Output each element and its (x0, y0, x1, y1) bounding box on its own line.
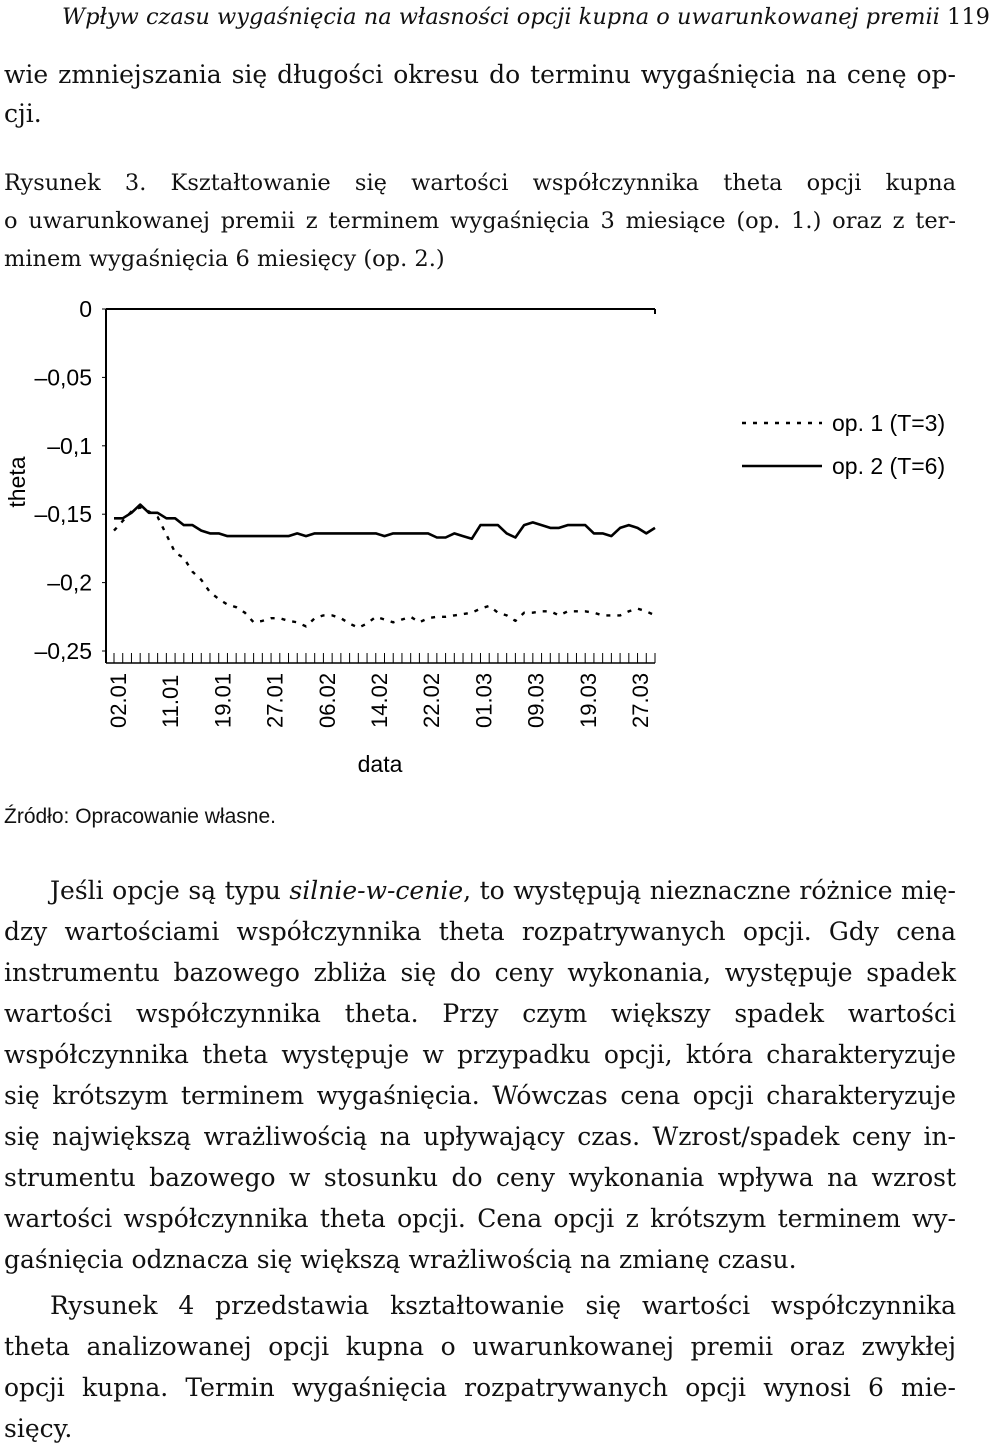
y-axis-label: theta (4, 456, 30, 508)
y-tick-label: –0,05 (34, 364, 92, 391)
figure-source: Źródło: Opracowanie własne. (4, 805, 276, 828)
x-tick-label: 14.02 (367, 672, 392, 728)
figure-caption-line-3: minem wygaśnięcia 6 miesięcy (op. 2.) (4, 246, 445, 272)
legend-label: op. 1 (T=3) (832, 410, 946, 436)
paragraph1-line-10: gaśnięcia odznacza się większą wrażliwością na zmianę czasu. (4, 1245, 797, 1274)
y-tick-label: –0,1 (47, 432, 92, 459)
running-header (62, 4, 990, 30)
paragraph1-line-8: strumentu bazowego w stosunku do ceny wykonania wpływa na wzrost (4, 1163, 956, 1192)
x-tick-label: 27.03 (628, 672, 653, 728)
y-tick-label: –0,2 (47, 569, 92, 596)
paragraph1-line-1 (4, 870, 956, 911)
legend-label: op. 2 (T=6) (832, 453, 946, 479)
x-tick-label: 11.01 (158, 674, 184, 728)
italic-term: silnie-w-cenie (289, 876, 464, 905)
page-number: 119 (947, 4, 990, 30)
x-tick-label: 06.02 (314, 672, 340, 728)
paragraph1-line-1-start: Jeśli opcje są typu (50, 876, 290, 905)
intro-line-2: cji. (4, 99, 42, 128)
x-tick-label: 22.02 (419, 672, 445, 728)
paragraph2-line-4: sięcy. (4, 1414, 73, 1443)
paragraph1-line-7: się największą wrażliwością na upływający czas. Wzrost/spadek ceny in- (4, 1122, 956, 1151)
y-tick-label: 0 (79, 296, 92, 322)
x-tick-label: 02.01 (106, 672, 131, 728)
x-tick-label: 19.01 (210, 672, 236, 728)
figure-caption-line-2: o uwarunkowanej premii z terminem wygaśnięcia 3 miesiące (op. 1.) oraz z ter- (4, 208, 956, 234)
y-tick-label: –0,15 (34, 501, 92, 528)
x-tick-label: 19.03 (575, 672, 601, 728)
paragraph1-line-2: dzy wartościami współczynnika theta rozpatrywanych opcji. Gdy cena (4, 917, 956, 946)
paragraph1-line-5: współczynnika theta występuje w przypadku opcji, która charakteryzuje (4, 1040, 956, 1069)
series-op2-line (114, 505, 655, 539)
intro-line-1: wie zmniejszania się długości okresu do terminu wygaśnięcia na cenę op- (4, 60, 956, 89)
x-tick-label: 01.03 (471, 672, 497, 728)
running-title: Wpływ czasu wygaśnięcia na własności opcji kupna o uwarunkowanej premii (62, 4, 940, 30)
paragraph1-line-1-rest: , to występują nieznaczne różnice mię- (463, 876, 956, 905)
paragraph1-line-9: wartości współczynnika theta opcji. Cena opcji z krótszym terminem wy- (4, 1204, 956, 1233)
x-axis-label: data (357, 751, 403, 777)
figure-caption-line-1: Rysunek 3. Kształtowanie się wartości współczynnika theta opcji kupna (4, 170, 956, 196)
x-tick-label: 27.01 (262, 672, 288, 728)
paragraph2-line-3: opcji kupna. Termin wygaśnięcia rozpatrywanych opcji wynosi 6 mie- (4, 1373, 956, 1402)
x-tick-label: 09.03 (523, 672, 549, 728)
theta-line-chart (0, 290, 960, 795)
paragraph1-line-4: wartości współczynnika theta. Przy czym większy spadek wartości (4, 999, 956, 1028)
paragraph1-line-6: się krótszym terminem wygaśnięcia. Wówczas cena opcji charakteryzuje (4, 1081, 956, 1110)
y-tick-label: –0,25 (34, 638, 92, 664)
paragraph1-line-3: instrumentu bazowego zbliża się do ceny wykonania, występuje spadek (4, 958, 956, 987)
paragraph2-line-2: theta analizowanej opcji kupna o uwarunkowanej premii oraz zwykłej (4, 1332, 956, 1361)
paragraph2-line-1: Rysunek 4 przedstawia kształtowanie się wartości współczynnika (50, 1291, 956, 1320)
